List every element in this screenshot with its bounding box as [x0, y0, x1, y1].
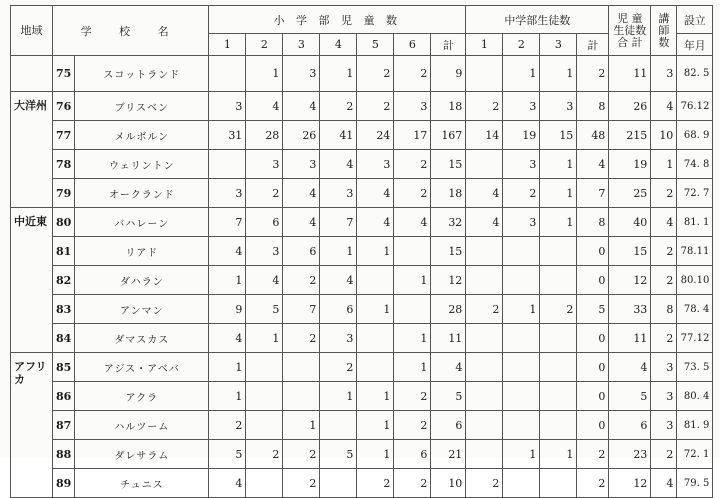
elem-count: 3 — [357, 150, 394, 179]
teachers-header: 講 師 数 — [651, 6, 677, 56]
jh-count: 1 — [503, 295, 540, 324]
elem-count: 3 — [209, 92, 246, 121]
elem-count: 2 — [209, 411, 246, 440]
jh-count — [466, 353, 503, 382]
table-row — [11, 92, 713, 121]
elem-count — [394, 295, 431, 324]
school-enrollment-table — [10, 5, 713, 498]
region-cell: 大洋州 — [11, 92, 53, 208]
jh-count: 1 — [503, 56, 540, 92]
school-number: 87 — [53, 411, 75, 440]
elem-count: 1 — [357, 440, 394, 469]
elem-count: 2 — [357, 92, 394, 121]
teacher-count: 3 — [651, 56, 677, 92]
elem-count: 3 — [394, 92, 431, 121]
elem-grade-4: 4 — [320, 34, 357, 56]
elem-total: 5 — [431, 382, 466, 411]
jh-count: 14 — [466, 121, 503, 150]
jh-total: 5 — [577, 295, 609, 324]
elem-total: 11 — [431, 324, 466, 353]
elem-count: 24 — [357, 121, 394, 150]
jh-total: 2 — [577, 469, 609, 498]
elem-count: 2 — [320, 92, 357, 121]
elem-count: 2 — [283, 440, 320, 469]
jh-count — [466, 324, 503, 353]
elem-count: 3 — [320, 324, 357, 353]
teacher-count: 2 — [651, 324, 677, 353]
jh-count: 1 — [540, 56, 577, 92]
jh-total: 7 — [577, 179, 609, 208]
established-date: 81. 1 — [677, 208, 713, 237]
elem-count: 1 — [357, 237, 394, 266]
school-number: 78 — [53, 150, 75, 179]
jh-grade-3: 3 — [540, 34, 577, 56]
teacher-count: 2 — [651, 266, 677, 295]
elem-grade-2: 2 — [246, 34, 283, 56]
total-students: 19 — [609, 150, 651, 179]
region-cell: 中近東 — [11, 208, 53, 353]
elem-count: 4 — [320, 266, 357, 295]
teacher-count: 4 — [651, 92, 677, 121]
school-number: 84 — [53, 324, 75, 353]
elem-count: 2 — [394, 179, 431, 208]
jh-total-header: 計 — [577, 34, 609, 56]
elem-count: 5 — [246, 295, 283, 324]
jh-total: 0 — [577, 324, 609, 353]
jh-count: 4 — [466, 208, 503, 237]
region-cell — [11, 56, 53, 92]
region-header: 地域 — [11, 6, 53, 56]
table-row — [11, 237, 713, 266]
elem-count: 1 — [209, 266, 246, 295]
school-name: アジス・アベバ — [75, 353, 209, 382]
elem-count — [283, 382, 320, 411]
jh-count: 2 — [466, 92, 503, 121]
elem-grade-3: 3 — [283, 34, 320, 56]
established-date: 80.10 — [677, 266, 713, 295]
elem-count: 2 — [283, 324, 320, 353]
established-date: 74. 8 — [677, 150, 713, 179]
table-row — [11, 121, 713, 150]
school-number: 81 — [53, 237, 75, 266]
jh-count — [540, 324, 577, 353]
elem-count: 1 — [320, 382, 357, 411]
elem-count: 2 — [394, 150, 431, 179]
established-date: 73. 5 — [677, 353, 713, 382]
jh-count: 3 — [503, 92, 540, 121]
elem-count: 6 — [320, 295, 357, 324]
elem-count — [357, 353, 394, 382]
established-header: 設立 — [677, 6, 713, 34]
elem-count — [246, 382, 283, 411]
elem-total: 18 — [431, 179, 466, 208]
jh-count: 2 — [466, 469, 503, 498]
school-name: ダハラン — [75, 266, 209, 295]
jh-total: 0 — [577, 411, 609, 440]
jh-count: 15 — [540, 121, 577, 150]
elem-count: 3 — [246, 237, 283, 266]
jh-count — [540, 469, 577, 498]
teacher-count: 8 — [651, 295, 677, 324]
school-name: ブリスベン — [75, 92, 209, 121]
elem-count: 31 — [209, 121, 246, 150]
total-students: 12 — [609, 469, 651, 498]
established-date: 72. 1 — [677, 440, 713, 469]
jh-total: 4 — [577, 150, 609, 179]
elem-count: 2 — [283, 469, 320, 498]
teacher-count: 2 — [651, 440, 677, 469]
teacher-count: 4 — [651, 469, 677, 498]
jh-count: 1 — [540, 208, 577, 237]
elem-count — [394, 237, 431, 266]
jh-count — [503, 411, 540, 440]
jh-total: 0 — [577, 353, 609, 382]
jh-count — [503, 237, 540, 266]
school-name: ウェリントン — [75, 150, 209, 179]
school-number: 89 — [53, 469, 75, 498]
elem-count — [357, 266, 394, 295]
established-date: 76.12 — [677, 92, 713, 121]
school-name: ダマスカス — [75, 324, 209, 353]
jh-total: 8 — [577, 208, 609, 237]
elem-count — [320, 469, 357, 498]
elem-count: 2 — [246, 440, 283, 469]
elem-count: 3 — [320, 179, 357, 208]
school-number: 83 — [53, 295, 75, 324]
jh-count: 4 — [466, 179, 503, 208]
elem-count: 41 — [320, 121, 357, 150]
elem-total: 15 — [431, 150, 466, 179]
teacher-count: 3 — [651, 382, 677, 411]
jh-count — [503, 324, 540, 353]
established-date: 77.12 — [677, 324, 713, 353]
elem-count: 4 — [394, 208, 431, 237]
jh-grade-2: 2 — [503, 34, 540, 56]
established-date: 78. 4 — [677, 295, 713, 324]
jh-count — [466, 411, 503, 440]
teacher-count: 3 — [651, 411, 677, 440]
elem-count: 4 — [246, 266, 283, 295]
school-number: 86 — [53, 382, 75, 411]
elem-count: 1 — [209, 353, 246, 382]
jh-count: 3 — [503, 150, 540, 179]
jh-count — [466, 382, 503, 411]
elem-count: 1 — [394, 353, 431, 382]
elem-count: 1 — [357, 382, 394, 411]
total-students: 23 — [609, 440, 651, 469]
jh-count — [540, 411, 577, 440]
elem-count: 4 — [357, 179, 394, 208]
school-name-header: 学 校 名 — [53, 6, 209, 56]
elem-count: 6 — [283, 237, 320, 266]
elem-count: 9 — [209, 295, 246, 324]
jh-count — [503, 266, 540, 295]
jh-count: 3 — [540, 92, 577, 121]
established-date: 79. 5 — [677, 469, 713, 498]
elem-count: 4 — [209, 237, 246, 266]
elem-total: 15 — [431, 237, 466, 266]
jh-total: 2 — [577, 56, 609, 92]
school-number: 85 — [53, 353, 75, 382]
teacher-count: 1 — [651, 150, 677, 179]
school-number: 77 — [53, 121, 75, 150]
elem-count: 1 — [209, 382, 246, 411]
table-row — [11, 382, 713, 411]
elem-count: 1 — [246, 56, 283, 92]
elem-count: 3 — [283, 56, 320, 92]
jh-count: 2 — [540, 295, 577, 324]
school-name: バハレーン — [75, 208, 209, 237]
table-row — [11, 208, 713, 237]
elem-grade-1: 1 — [209, 34, 246, 56]
elem-count: 4 — [283, 208, 320, 237]
elem-count: 1 — [357, 295, 394, 324]
total-students: 15 — [609, 237, 651, 266]
elem-count: 1 — [394, 324, 431, 353]
elem-total: 167 — [431, 121, 466, 150]
jh-count: 1 — [540, 150, 577, 179]
jh-count — [540, 382, 577, 411]
elem-total: 28 — [431, 295, 466, 324]
school-name: アンマン — [75, 295, 209, 324]
elem-count — [246, 411, 283, 440]
jh-count — [503, 382, 540, 411]
school-number: 79 — [53, 179, 75, 208]
elem-total: 4 — [431, 353, 466, 382]
jh-count — [466, 237, 503, 266]
elem-count: 1 — [320, 237, 357, 266]
table-row — [11, 324, 713, 353]
table-row — [11, 469, 713, 498]
jh-total: 0 — [577, 382, 609, 411]
school-number: 80 — [53, 208, 75, 237]
established-date: 68. 9 — [677, 121, 713, 150]
elem-count — [357, 324, 394, 353]
school-name: オークランド — [75, 179, 209, 208]
elem-count: 26 — [283, 121, 320, 150]
total-students: 5 — [609, 382, 651, 411]
table-row — [11, 353, 713, 382]
total-students: 40 — [609, 208, 651, 237]
elem-count: 2 — [394, 469, 431, 498]
school-number: 75 — [53, 56, 75, 92]
jh-count — [466, 440, 503, 469]
jh-count: 3 — [503, 208, 540, 237]
elem-count — [246, 353, 283, 382]
established-date: 81. 9 — [677, 411, 713, 440]
jh-count: 1 — [540, 179, 577, 208]
jh-count: 19 — [503, 121, 540, 150]
jh-total: 2 — [577, 440, 609, 469]
elem-total: 12 — [431, 266, 466, 295]
table-row — [11, 179, 713, 208]
established-subheader: 年月 — [677, 34, 713, 56]
elementary-header: 小 学 部 児 童 数 — [209, 6, 466, 34]
region-cell: アフリカ — [11, 353, 53, 498]
elem-count: 2 — [357, 469, 394, 498]
elem-count: 5 — [320, 440, 357, 469]
school-name: スコットランド — [75, 56, 209, 92]
elem-count: 2 — [283, 266, 320, 295]
elem-count: 5 — [209, 440, 246, 469]
elem-count: 1 — [283, 411, 320, 440]
total-students: 4 — [609, 353, 651, 382]
jh-count — [466, 150, 503, 179]
jh-count: 2 — [503, 179, 540, 208]
elem-count — [246, 469, 283, 498]
elem-total: 6 — [431, 411, 466, 440]
table-row — [11, 150, 713, 179]
elem-count: 2 — [320, 353, 357, 382]
elem-count: 4 — [320, 150, 357, 179]
total-students: 215 — [609, 121, 651, 150]
jh-total: 0 — [577, 266, 609, 295]
table-row — [11, 295, 713, 324]
total-students: 6 — [609, 411, 651, 440]
elem-count: 4 — [283, 92, 320, 121]
header-row-1 — [11, 6, 713, 34]
elem-count — [320, 411, 357, 440]
total-students-header: 児 童 生徒数 合 計 — [609, 6, 651, 56]
established-date: 78.11 — [677, 237, 713, 266]
jh-count — [540, 237, 577, 266]
jh-total: 8 — [577, 92, 609, 121]
elem-count: 1 — [320, 56, 357, 92]
jh-total: 0 — [577, 237, 609, 266]
elem-count: 6 — [246, 208, 283, 237]
jh-count — [466, 266, 503, 295]
jh-grade-1: 1 — [466, 34, 503, 56]
school-name: メルボルン — [75, 121, 209, 150]
total-students: 11 — [609, 56, 651, 92]
elem-count: 28 — [246, 121, 283, 150]
elem-count: 6 — [394, 440, 431, 469]
established-date: 80. 4 — [677, 382, 713, 411]
school-name: ハルツーム — [75, 411, 209, 440]
elem-count: 4 — [209, 324, 246, 353]
table-row — [11, 56, 713, 92]
total-students: 25 — [609, 179, 651, 208]
elem-count: 2 — [394, 411, 431, 440]
elem-count: 2 — [246, 179, 283, 208]
elem-count: 3 — [283, 150, 320, 179]
elem-count: 4 — [283, 179, 320, 208]
junior-high-header: 中学部生徒数 — [466, 6, 609, 34]
total-students: 11 — [609, 324, 651, 353]
elem-grade-5: 5 — [357, 34, 394, 56]
jh-count: 2 — [466, 295, 503, 324]
jh-count — [540, 266, 577, 295]
elem-total: 9 — [431, 56, 466, 92]
table-row — [11, 440, 713, 469]
elem-count: 7 — [209, 208, 246, 237]
elem-count: 2 — [394, 382, 431, 411]
elem-count — [209, 56, 246, 92]
elem-count: 1 — [246, 324, 283, 353]
elem-count: 2 — [394, 56, 431, 92]
elem-total: 18 — [431, 92, 466, 121]
elem-total: 32 — [431, 208, 466, 237]
jh-count: 1 — [503, 440, 540, 469]
school-name: ダレサラム — [75, 440, 209, 469]
elem-count: 4 — [246, 92, 283, 121]
elem-total-header: 計 — [431, 34, 466, 56]
school-name: チュニス — [75, 469, 209, 498]
school-number: 76 — [53, 92, 75, 121]
elem-count: 2 — [357, 56, 394, 92]
total-students: 12 — [609, 266, 651, 295]
elem-total: 21 — [431, 440, 466, 469]
jh-total: 48 — [577, 121, 609, 150]
teacher-count: 4 — [651, 208, 677, 237]
total-students: 26 — [609, 92, 651, 121]
jh-count — [466, 56, 503, 92]
jh-count — [503, 469, 540, 498]
elem-count: 17 — [394, 121, 431, 150]
elem-count: 7 — [283, 295, 320, 324]
school-name: アクラ — [75, 382, 209, 411]
school-number: 82 — [53, 266, 75, 295]
elem-total: 10 — [431, 469, 466, 498]
elem-count: 1 — [394, 266, 431, 295]
elem-count: 4 — [209, 469, 246, 498]
jh-count — [540, 353, 577, 382]
elem-count — [283, 353, 320, 382]
established-date: 82. 5 — [677, 56, 713, 92]
school-number: 88 — [53, 440, 75, 469]
established-date: 72. 7 — [677, 179, 713, 208]
jh-count: 1 — [540, 440, 577, 469]
teacher-count: 2 — [651, 179, 677, 208]
elem-count: 7 — [320, 208, 357, 237]
school-name: リアド — [75, 237, 209, 266]
table-row — [11, 266, 713, 295]
jh-count — [503, 353, 540, 382]
teacher-count: 2 — [651, 237, 677, 266]
elem-count: 3 — [246, 150, 283, 179]
elem-count: 4 — [357, 208, 394, 237]
elem-count: 3 — [209, 179, 246, 208]
total-students: 33 — [609, 295, 651, 324]
elem-grade-6: 6 — [394, 34, 431, 56]
table-row — [11, 411, 713, 440]
elem-count: 1 — [357, 411, 394, 440]
teacher-count: 10 — [651, 121, 677, 150]
teacher-count: 3 — [651, 353, 677, 382]
elem-count — [209, 150, 246, 179]
